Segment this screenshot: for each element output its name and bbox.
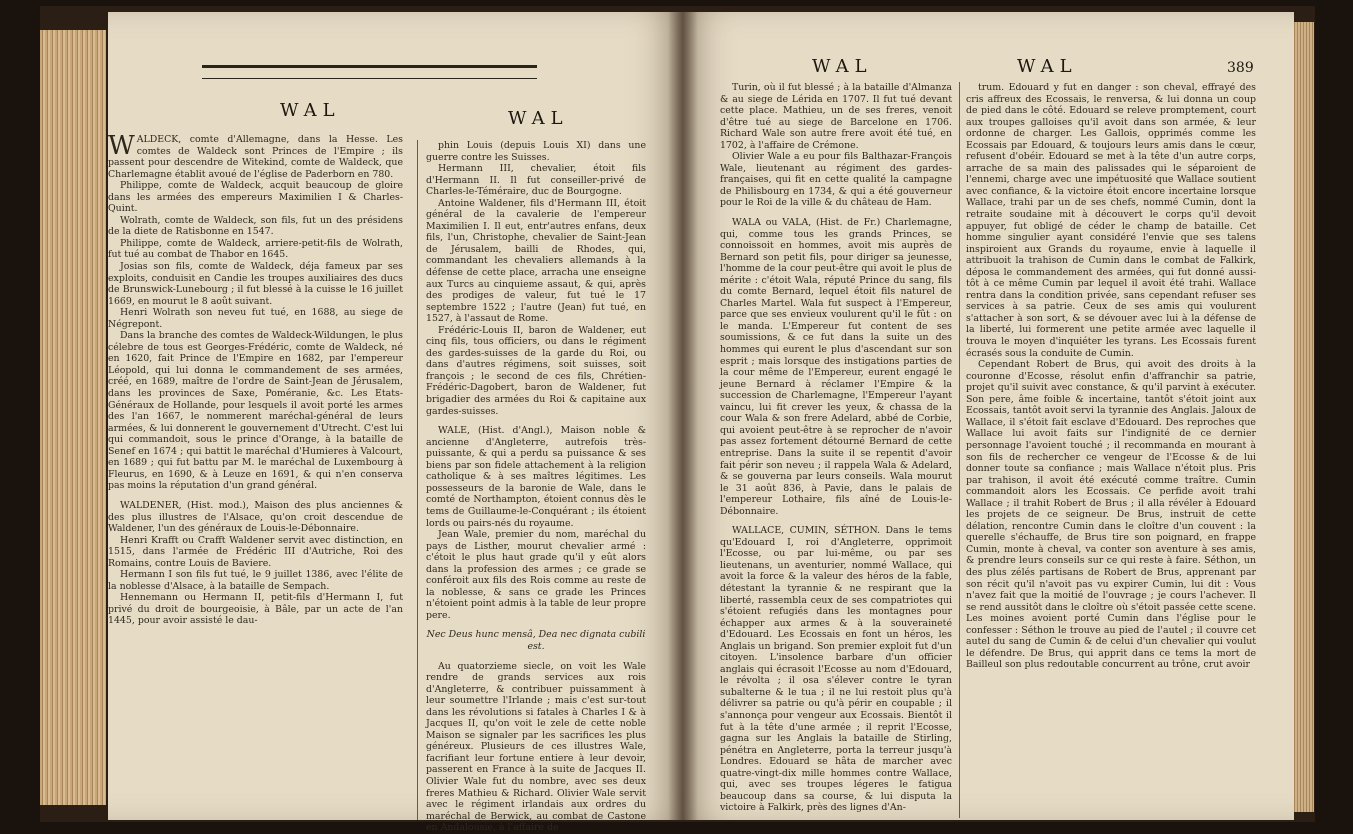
page-edges-left (40, 30, 106, 805)
page-edges-right (1292, 22, 1314, 812)
paragraph: Wolrath, comte de Waldeck, son fils, fut un des présidens de la diete de Ratisbonne en 1547. (108, 214, 403, 238)
left-page-header-left: WAL (280, 100, 341, 121)
paragraph: Hermann III, chevalier, étoit fils d'Hermann II. Il fut conseiller-privé de Charles-le-Téméraire, duc de Bourgogne. (426, 163, 646, 198)
right-page-header-right: WAL (1017, 56, 1078, 77)
paragraph: Philippe, comte de Waldeck, acquit beaucoup de gloire dans les armées des empereurs Maximilien I & Charles-Quint. (108, 180, 403, 215)
drop-cap-letter: W (108, 131, 135, 161)
paragraph: Jean Wale, premier du nom, maréchal du pays de Listher, mourut chevalier armé : c'étoit le plus haut grade qu'il y eût alors dans la profession des armes ; ce grade se conféroit aux fils des Rois comme au reste de la noblesse, & sans ce grade les Princes n'étoient point admis à la table de leur propre pere. (426, 529, 646, 621)
paragraph: Antoine Waldener, fils d'Hermann III, étoit général de la cavalerie de l'empereur Maximilien I. Il eut, entr'autres enfans, deux fils, l'un, Christophe, chevalier de Saint-Jean de Jérusalem, bailli de Rhodes, qui, commandant les chevaliers allemands à la défense de cette place, arracha une enseigne aux Turcs au cinquieme assaut, & qui, après des prodiges de valeur, fut tué le 17 septembre 1522 ; l'autre (Jean) fut tué, en 1527, à l'assaut de Rome. (426, 197, 646, 325)
right-page-column-1 (720, 82, 952, 818)
paragraph: Dans la branche des comtes de Waldeck-Wildungen, le plus célebre de tous est Georges-Frédéric, comte de Waldeck, né en 1620, fait Prince de l'Empire en 1682, par l'empereur Léopold, qui lui donna le commandement de ses armées, créé, en 1689, maître de l'ordre de Saint-Jean de Jérusalem, dans les provinces de Saxe, Poméranie, &c. Les Etats-Généraux de Hollande, pour lesquels il avoit porté les armes des l'an 1667, le nommerent maréchal-général de leurs armées, & lui donnerent le gouvernement d'Utrecht. C'est lui qui commandoit, sous le prince d'Orange, à la bataille de Senef en 1674 ; qui battit le maréchal d'Humieres à Valcourt, en 1689 ; qui fut battu par M. le maréchal de Luxembourg à Fleurus, en 1690, & à Leuze en 1691, & qui n'en conserva pas moins la réputation d'un grand général. (108, 330, 403, 492)
paragraph: Philippe, comte de Waldeck, arriere-petit-fils de Wolrath, fut tué au combat de Thabor en 1645. (108, 237, 403, 261)
paragraph: Turin, où il fut blessé ; à la bataille d'Almanza & au siege de Lérida en 1707. Il fut tué devant cette place. Mathieu, un de ses freres, venoit d'être tué au siege de Barcelone en 1706. Richard Wale son autre frere avoit été tué, en 1702, à l'affaire de Crémone. (720, 82, 952, 151)
paragraph: WALA ou VALA, (Hist. de Fr.) Charlemagne, qui, comme tous les grands Princes, se connoissoit en hommes, avoit mis auprès de Bernard son petit fils, pour diriger sa jeunesse, l'homme de la cour peut-être qui avoit le plus de mérite : c'étoit Wala, réputé Prince du sang, fils du comte Bernard, lequel étoit fils naturel de Charles Martel. Wala fut suspect à l'Empereur, parce que ses envieux voulurent qu'il le fût : on le manda. L'Empereur fut content de ses soumissions, & ce fut dans la suite un des hommes qui eurent le plus d'ascendant sur son esprit ; mais lorsque des instigations parties de la cour même de l'Empereur, eurent engagé le jeune Bernard à réclamer l'Empire & la succession de Charlemagne, l'Empereur l'ayant vaincu, lui fit crever les yeux, & chassa de la cour Wala & son frere Adelard, abbé de Corbie, qui avoient peut-être à se reprocher de n'avoir pas assez fortement détourné Bernard de cette entreprise. Dans la suite il se repentit d'avoir fait périr son neveu ; il rappela Wala & Adelard, & se gouverna par leurs conseils. Wala mourut le 31 août 836, à Pavie, dans le palais de l'empereur Lothaire, fils aîné de Louis-le-Débonnaire. (720, 217, 952, 517)
paragraph: Henri Krafft ou Crafft Waldener servit avec distinction, en 1515, dans l'armée de Frédéric III d'Autriche, Roi des Romains, contre Louis de Baviere. (108, 534, 403, 569)
column-divider (417, 140, 418, 820)
paragraph: Henri Wolrath son neveu fut tué, en 1688, au siege de Négrepont. (108, 307, 403, 330)
paragraph: WALDECK, comte d'Allemagne, dans la Hesse. Les comtes de Waldeck sont Princes de l'Empire ; ils passent pour descendre de Witekind, comte de Waldeck, que Charlemagne établit avoué de l'église de Paderborn en 780. (108, 131, 403, 180)
header-ornament-rule (202, 65, 537, 79)
paragraph: Frédéric-Louis II, baron de Waldener, eut cinq fils, tous officiers, ou dans le régiment des gardes-suisses de la garde du Roi, ou dans d'autres régimens, soit suisses, soit françois ; le second de ces fils, Chrétien-Frédéric-Dagobert, baron de Waldener, fut brigadier des armées du Roi & capitaine aux gardes-suisses. (426, 324, 646, 417)
book-gutter (668, 12, 698, 820)
column-divider (959, 82, 960, 818)
paragraph: WALE, (Hist. d'Angl.), Maison noble & ancienne d'Angleterre, autrefois très-puissante, & qui a perdu sa puissance & ses biens par son fidele attachement à la religion catholique & à ses maîtres légitimes. Les possesseurs de la baronie de Wale, dans le comté de Northampton, étoient connus dès le tems de Guillaume-le-Conquérant ; ils étoient lords ou pairs-nés du royaume. (426, 425, 646, 529)
left-page-header-right: WAL (508, 108, 569, 129)
paragraph: phin Louis (depuis Louis XI) dans une guerre contre les Suisses. (426, 140, 646, 163)
paragraph: Hennemann ou Hermann II, petit-fils d'Hermann I, fut privé du droit de bourgeoisie, à Bâle, par un acte de l'an 1445, pour avoir assisté le dau- (108, 592, 403, 627)
paragraph: Nec Deus hunc mensâ, Dea nec dignata cubili est. (426, 629, 646, 652)
paragraph: trum. Edouard y fut en danger : son cheval, effrayé des cris affreux des Ecossais, le renversa, & lui donna un coup de pied dans le côté. Edouard se releve promptement, court aux troupes galloises qu'il avoit dans son armée, & leur ordonne de charger. Les Gallois, opprimés comme les Ecossais par Edouard, & toujours leurs amis dans le cœur, refusent d'obéir. Edouard se met à la tête d'un autre corps, arrache de sa main des palissades qui le séparoient de l'ennemi, charge avec une impétuosité que Wallace soutient avec confiance, & la victoire étoit encore incertaine lorsque Wallace, trahi par un de ses chefs, nommé Cumin, dont la retraite soudaine mit à découvert le corps qu'il devoit appuyer, fut obligé de céder le champ de bataille. Cet homme singulier ayant considéré l'envie que ses talens inspiroient aux Grands du royaume, envie à laquelle il attribuoit la trahison de Cumin dans le combat de Falkirk, déposa le commandement des armées, qui fut donné aussi-tôt à ce même Cumin par lequel il avoit été trahi. Wallace rentra dans la condition privée, sans cependant refuser ses services à sa patrie. Ceux de ses amis qui voulurent s'attacher à son sort, & se dévouer avec lui à la défense de la liberté, lui formerent une petite armée avec laquelle il trouva le moyen d'inquiéter les tyrans. Les Ecossais furent écrasés sous la conduite de Cumin. (966, 82, 1256, 359)
left-page-column-2 (426, 140, 646, 834)
right-page (682, 12, 1294, 820)
paragraph: Josias son fils, comte de Waldeck, déja fameux par ses exploits, conduisit en Candie les troupes auxiliaires des ducs de Brunswick-Lunebourg ; il fut blessé à la cuisse le 16 juillet 1669, en mourut le 8 août suivant. (108, 261, 403, 307)
right-page-header-left: WAL (812, 56, 873, 77)
paragraph: Olivier Wale a eu pour fils Balthazar-François Wale, lieutenant au régiment des gardes-françaises, qui fit en cette qualité la campagne de Philisbourg en 1734, & qui a été gouverneur pour le Roi de la ville & du château de Ham. (720, 151, 952, 209)
paragraph: WALDENER, (Hist. mod.), Maison des plus anciennes & des plus illustres de l'Alsace, qu'on croit descendue de Waldener, l'un des généraux de Louis-le-Débonnaire. (108, 499, 403, 535)
left-page (108, 12, 682, 834)
paragraph: Cependant Robert de Brus, qui avoit des droits à la couronne d'Ecosse, résolut enfin d'affranchir sa patrie, projet qu'il suivit avec constance, & qu'il parvint à exécuter. Son pere, âme foible & incertaine, tantôt s'étoit joint aux Ecossais, tantôt avoit servi la tyrannie des Anglais. Jaloux de Wallace, il s'étoit fait esclave d'Edouard. Des reproches que Wallace lui avoit faits sur l'indignité de ce dernier personnage l'avoient touché ; il recommanda en mourant à son fils de rechercher ce vengeur de l'Ecosse & de lui donner toute sa confiance ; mais Wallace n'étoit plus. Pris par trahison, il avoit été exécuté comme traître. Cumin commandoit alors les Ecossais. Ce perfide avoit trahi Wallace ; il trahit Robert de Brus ; il alla révéler à Edouard les projets de ce seigneur. De Brus, instruit de cette délation, rencontre Cumin dans le cloître d'un couvent : la querelle s'échauffe, de Brus tire son poignard, en frappe Cumin, monte à cheval, va conter son aventure à ses amis, & prendre leurs conseils sur ce qui reste à faire. Séthon, un des plus zélés partisans de Robert de Brus, apprenant par son récit qu'il n'avoit pas vu expirer Cumin, lui dit : Vous n'avez fait que la moitié de l'ouvrage ; je cours l'achever. Il se rend aussitôt dans le cloître où s'étoit passée cette scene. Les moines avoient porté Cumin dans l'église pour le confesser : Séthon le trouve au pied de l'autel ; il couvre cet autel du sang de Cumin & de celui d'un chevalier qui voulut le défendre. De Brus, qui apprit dans ce tems la mort de Bailleul son plus redoutable concurrent au trône, crut avoir (966, 359, 1256, 671)
page-number: 389 (1227, 60, 1254, 76)
left-page-column-1 (108, 131, 403, 824)
paragraph: Au quatorzieme siecle, on voit les Wale rendre de grands services aux rois d'Angleterre, & contribuer puissamment à leur soumettre l'Irlande ; mais c'est sur-tout dans les révolutions si fatales à Charles I & à Jacques II, qu'on voit le zele de cette noble Maison se signaler par les sacrifices les plus généreux. Plusieurs de ces illustres Wale, facrifiant leur fortune entiere à leur devoir, passerent en France à la suite de Jacques II. Olivier Wale fut du nombre, avec ses deux freres Mathieu & Richard. Olivier Wale servit avec le régiment irlandais aux ordres du maréchal de Berwick, au combat de Castone en Andalousie, à l'affaire de (426, 660, 646, 834)
right-page-column-2 (966, 82, 1256, 818)
paragraph: WALLACE, CUMIN, SÉTHON. Dans le tems qu'Edouard I, roi d'Angleterre, opprimoit l'Ecosse, ou par lui-même, ou par ses lieutenans, un aventurier, nommé Wallace, qui avoit la force & la valeur des héros de la fable, détestant la tyrannie & ne respirant que la liberté, rassembla ceux de ses compatriotes qui s'étoient refugiés dans les montagnes pour échapper aux armes & à la souveraineté d'Edouard. Les Ecossais en font un héros, les Anglais un brigand. Son premier exploit fut d'un citoyen. L'insolence barbare d'un officier anglais qui écrasoit l'Ecosse au nom d'Edouard, le révolta ; il osa s'élever contre le tyran subalterne & le tua ; il ne lui restoit plus qu'à délivrer sa patrie ou qu'à périr en coupable ; il s'annonça pour vengeur aux Ecossais. Bientôt il fut à la tête d'une armée ; il reprit l'Ecosse, gagna sur les Anglais la bataille de Stirling, pénétra en Angleterre, porta la terreur jusqu'à Londres. Edouard se hâta de marcher avec quatre-vingt-dix mille hommes contre Wallace, qui, avec ses troupes légeres le fatigua beaucoup dans sa course, & lui disputa la victoire à Falkirk, près des lignes d'An- (720, 525, 952, 814)
paragraph: Hermann I son fils fut tué, le 9 juillet 1386, avec l'élite de la noblesse d'Alsace, à la bataille de Sempach. (108, 569, 403, 592)
